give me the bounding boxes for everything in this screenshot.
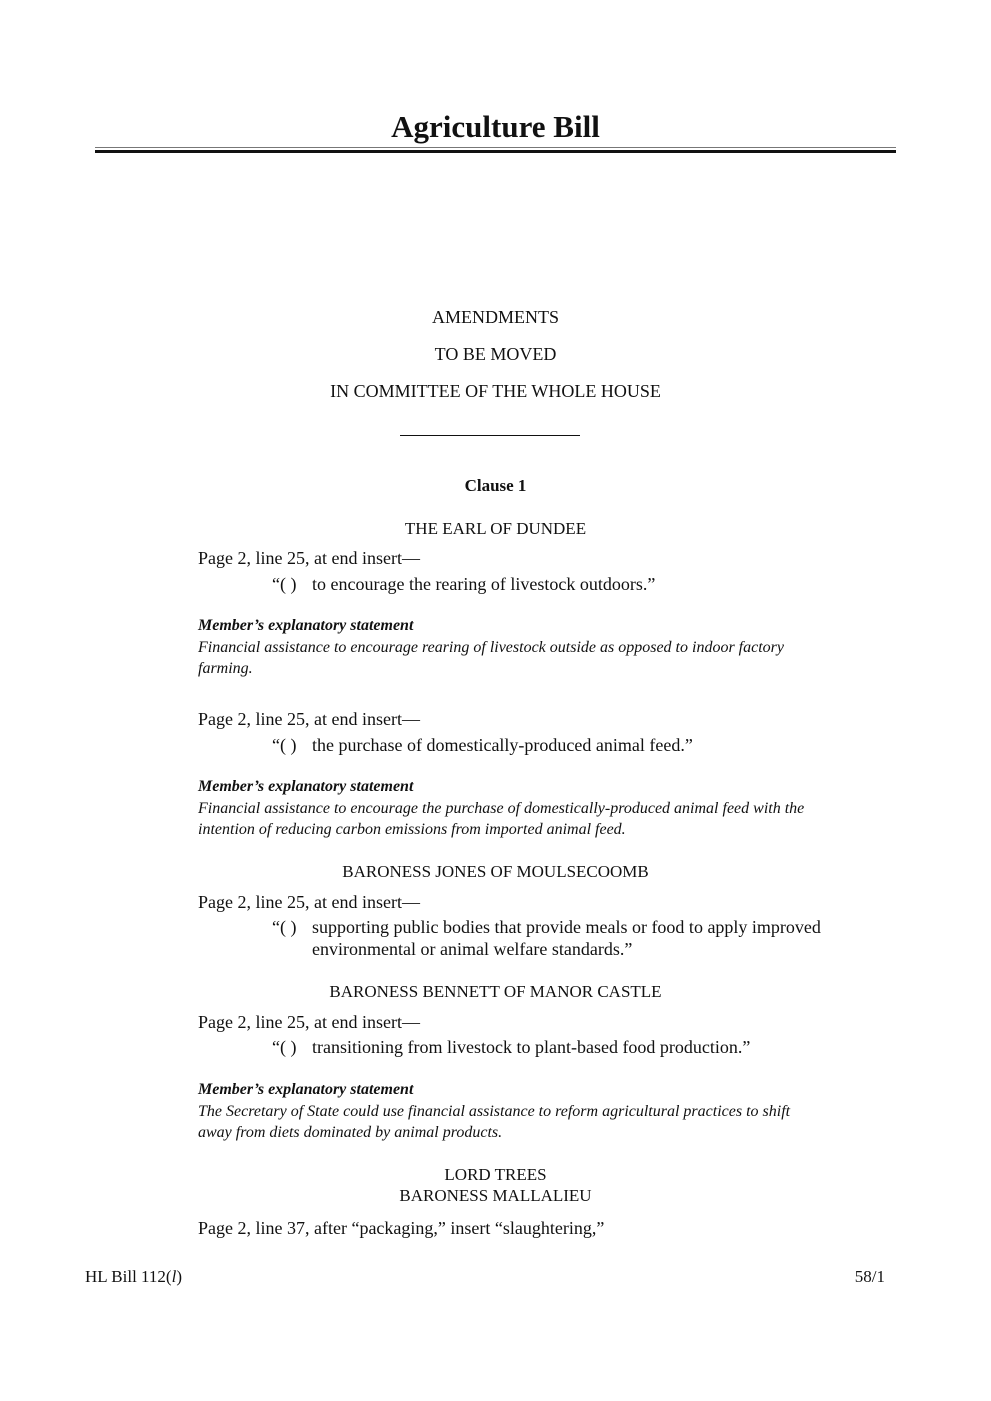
quote-marker: “( ) — [272, 917, 297, 937]
statement-text: intention of reducing carbon emissions from imported animal feed. — [198, 821, 626, 838]
bill-number: HL Bill 112( — [85, 1267, 172, 1286]
amendment-location: Page 2, line 25, at end insert— — [198, 709, 420, 729]
member-name: BARONESS JONES OF MOULSECOOMB — [342, 862, 649, 881]
intro-line: IN COMMITTEE OF THE WHOLE HOUSE — [330, 381, 661, 401]
statement-label: Member’s explanatory statement — [198, 778, 414, 795]
clause-heading: Clause 1 — [464, 476, 527, 495]
quote-marker: “( ) — [272, 574, 297, 594]
amendment-text: transitioning from livestock to plant-based food production.” — [312, 1037, 751, 1057]
amendment-text: the purchase of domestically-produced animal feed.” — [312, 735, 693, 755]
bill-suffix: l — [171, 1267, 177, 1286]
amendment-location: Page 2, line 37, after “packaging,” insert “slaughtering,” — [198, 1218, 605, 1238]
member-name: BARONESS BENNETT OF MANOR CASTLE — [329, 982, 662, 1001]
title-rule-thin — [95, 147, 896, 148]
amendment-location: Page 2, line 25, at end insert— — [198, 892, 420, 912]
intro-line: TO BE MOVED — [434, 344, 557, 364]
member-name: LORD TREES — [444, 1165, 547, 1184]
statement-text: away from diets dominated by animal products. — [198, 1124, 503, 1141]
quote-marker: “( ) — [272, 1037, 297, 1057]
statement-text: Financial assistance to encourage the purchase of domestically-produced animal feed with the — [198, 800, 805, 817]
amendment-text: supporting public bodies that provide meals or food to apply improved — [312, 917, 821, 937]
amendment-location: Page 2, line 25, at end insert— — [198, 548, 420, 568]
amendment-text: environmental or animal welfare standards.” — [312, 939, 633, 959]
bill-close: ) — [176, 1267, 182, 1286]
bill-reference — [85, 1266, 182, 1288]
separator-rule — [400, 435, 580, 436]
amendment-location: Page 2, line 25, at end insert— — [198, 1012, 420, 1032]
page-reference: 58/1 — [854, 1267, 885, 1286]
title-rule-thick — [95, 150, 896, 153]
quote-marker: “( ) — [272, 735, 297, 755]
member-name: BARONESS MALLALIEU — [399, 1186, 592, 1205]
statement-text: The Secretary of State could use financial assistance to reform agricultural practices to shift — [198, 1103, 791, 1120]
statement-label: Member’s explanatory statement — [198, 617, 414, 634]
statement-label: Member’s explanatory statement — [198, 1081, 414, 1098]
amendment-text: to encourage the rearing of livestock outdoors.” — [312, 574, 656, 594]
intro-line: AMENDMENTS — [431, 307, 559, 327]
statement-text: Financial assistance to encourage rearing of livestock outside as opposed to indoor factory — [198, 639, 784, 656]
page-title: Agriculture Bill — [391, 109, 600, 144]
statement-text: farming. — [198, 660, 253, 677]
member-name: THE EARL OF DUNDEE — [404, 519, 587, 538]
